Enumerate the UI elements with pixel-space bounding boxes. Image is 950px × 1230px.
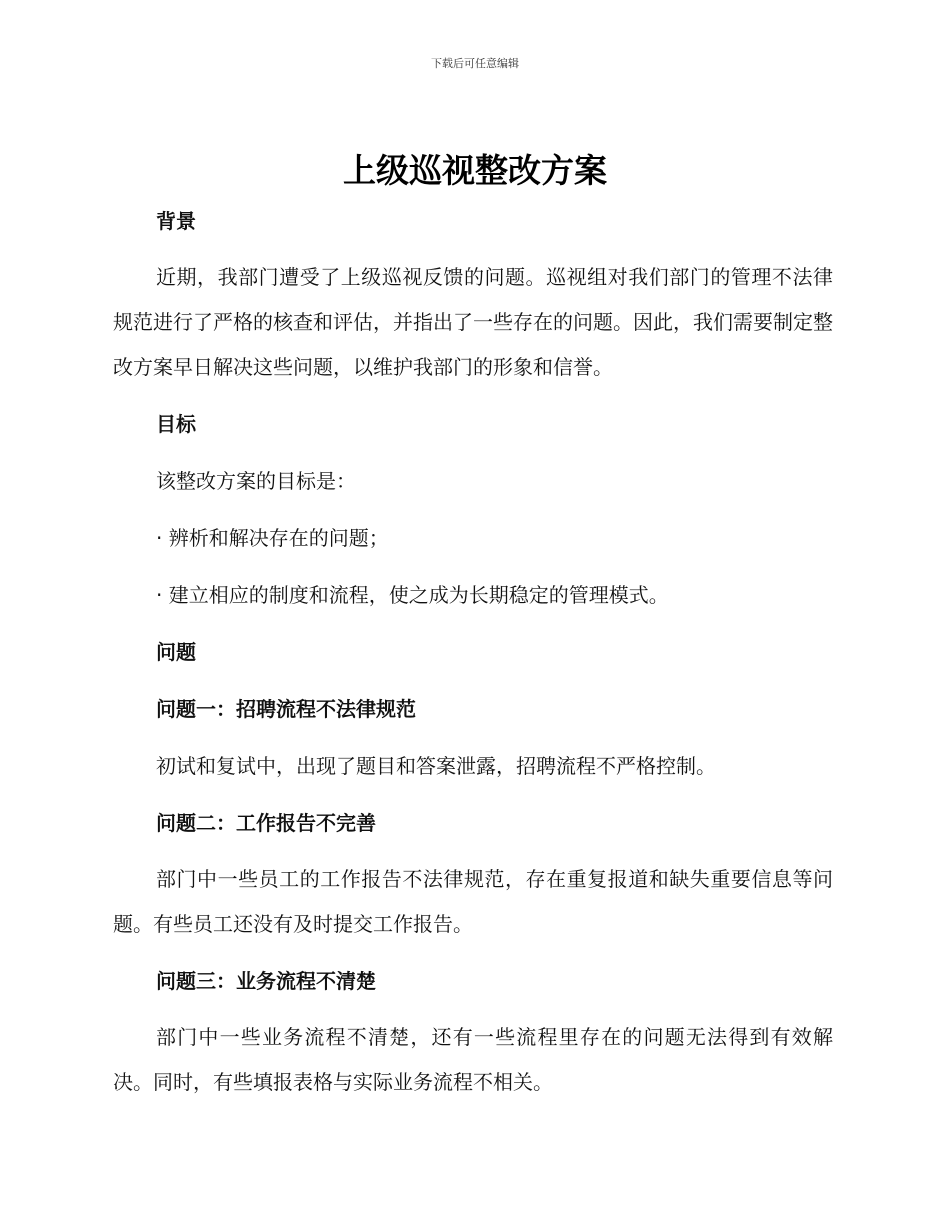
goal-intro: 该整改方案的目标是： bbox=[156, 469, 356, 493]
section-heading-problems: 问题 bbox=[156, 640, 196, 664]
problem-title: 问题一：招聘流程不法律规范 bbox=[156, 697, 416, 721]
problem-text: 部门中一些业务流程不清楚，还有一些流程里存在的问题无法得到有效解决。同时，有些填报表格与实际业务流程不相关。 bbox=[113, 1025, 833, 1094]
problem-text: 部门中一些员工的工作报告不法律规范，存在重复报道和缺失重要信息等问题。有些员工还没有及时提交工作报告。 bbox=[113, 867, 833, 936]
goal-item: · 辨析和解决存在的问题； bbox=[156, 526, 389, 550]
problem-text: 初试和复试中，出现了题目和答案泄露，招聘流程不严格控制。 bbox=[156, 754, 716, 778]
problem-title: 问题二：工作报告不完善 bbox=[156, 811, 376, 835]
section-heading-background: 背景 bbox=[156, 209, 196, 233]
header-note: 下载后可任意编辑 bbox=[431, 57, 519, 70]
background-paragraph: 近期，我部门遭受了上级巡视反馈的问题。巡视组对我们部门的管理不法律规范进行了严格的核查和评估，并指出了一些存在的问题。因此，我们需要制定整改方案早日解决这些问题，以维护我部门的形象和信誉。 bbox=[113, 265, 833, 379]
document-body bbox=[113, 205, 833, 1105]
goal-item: · 建立相应的制度和流程，使之成为长期稳定的管理模式。 bbox=[156, 583, 669, 607]
problem-title: 问题三：业务流程不清楚 bbox=[156, 969, 376, 993]
section-heading-goal: 目标 bbox=[156, 412, 196, 436]
document-title: 上级巡视整改方案 bbox=[343, 151, 607, 190]
